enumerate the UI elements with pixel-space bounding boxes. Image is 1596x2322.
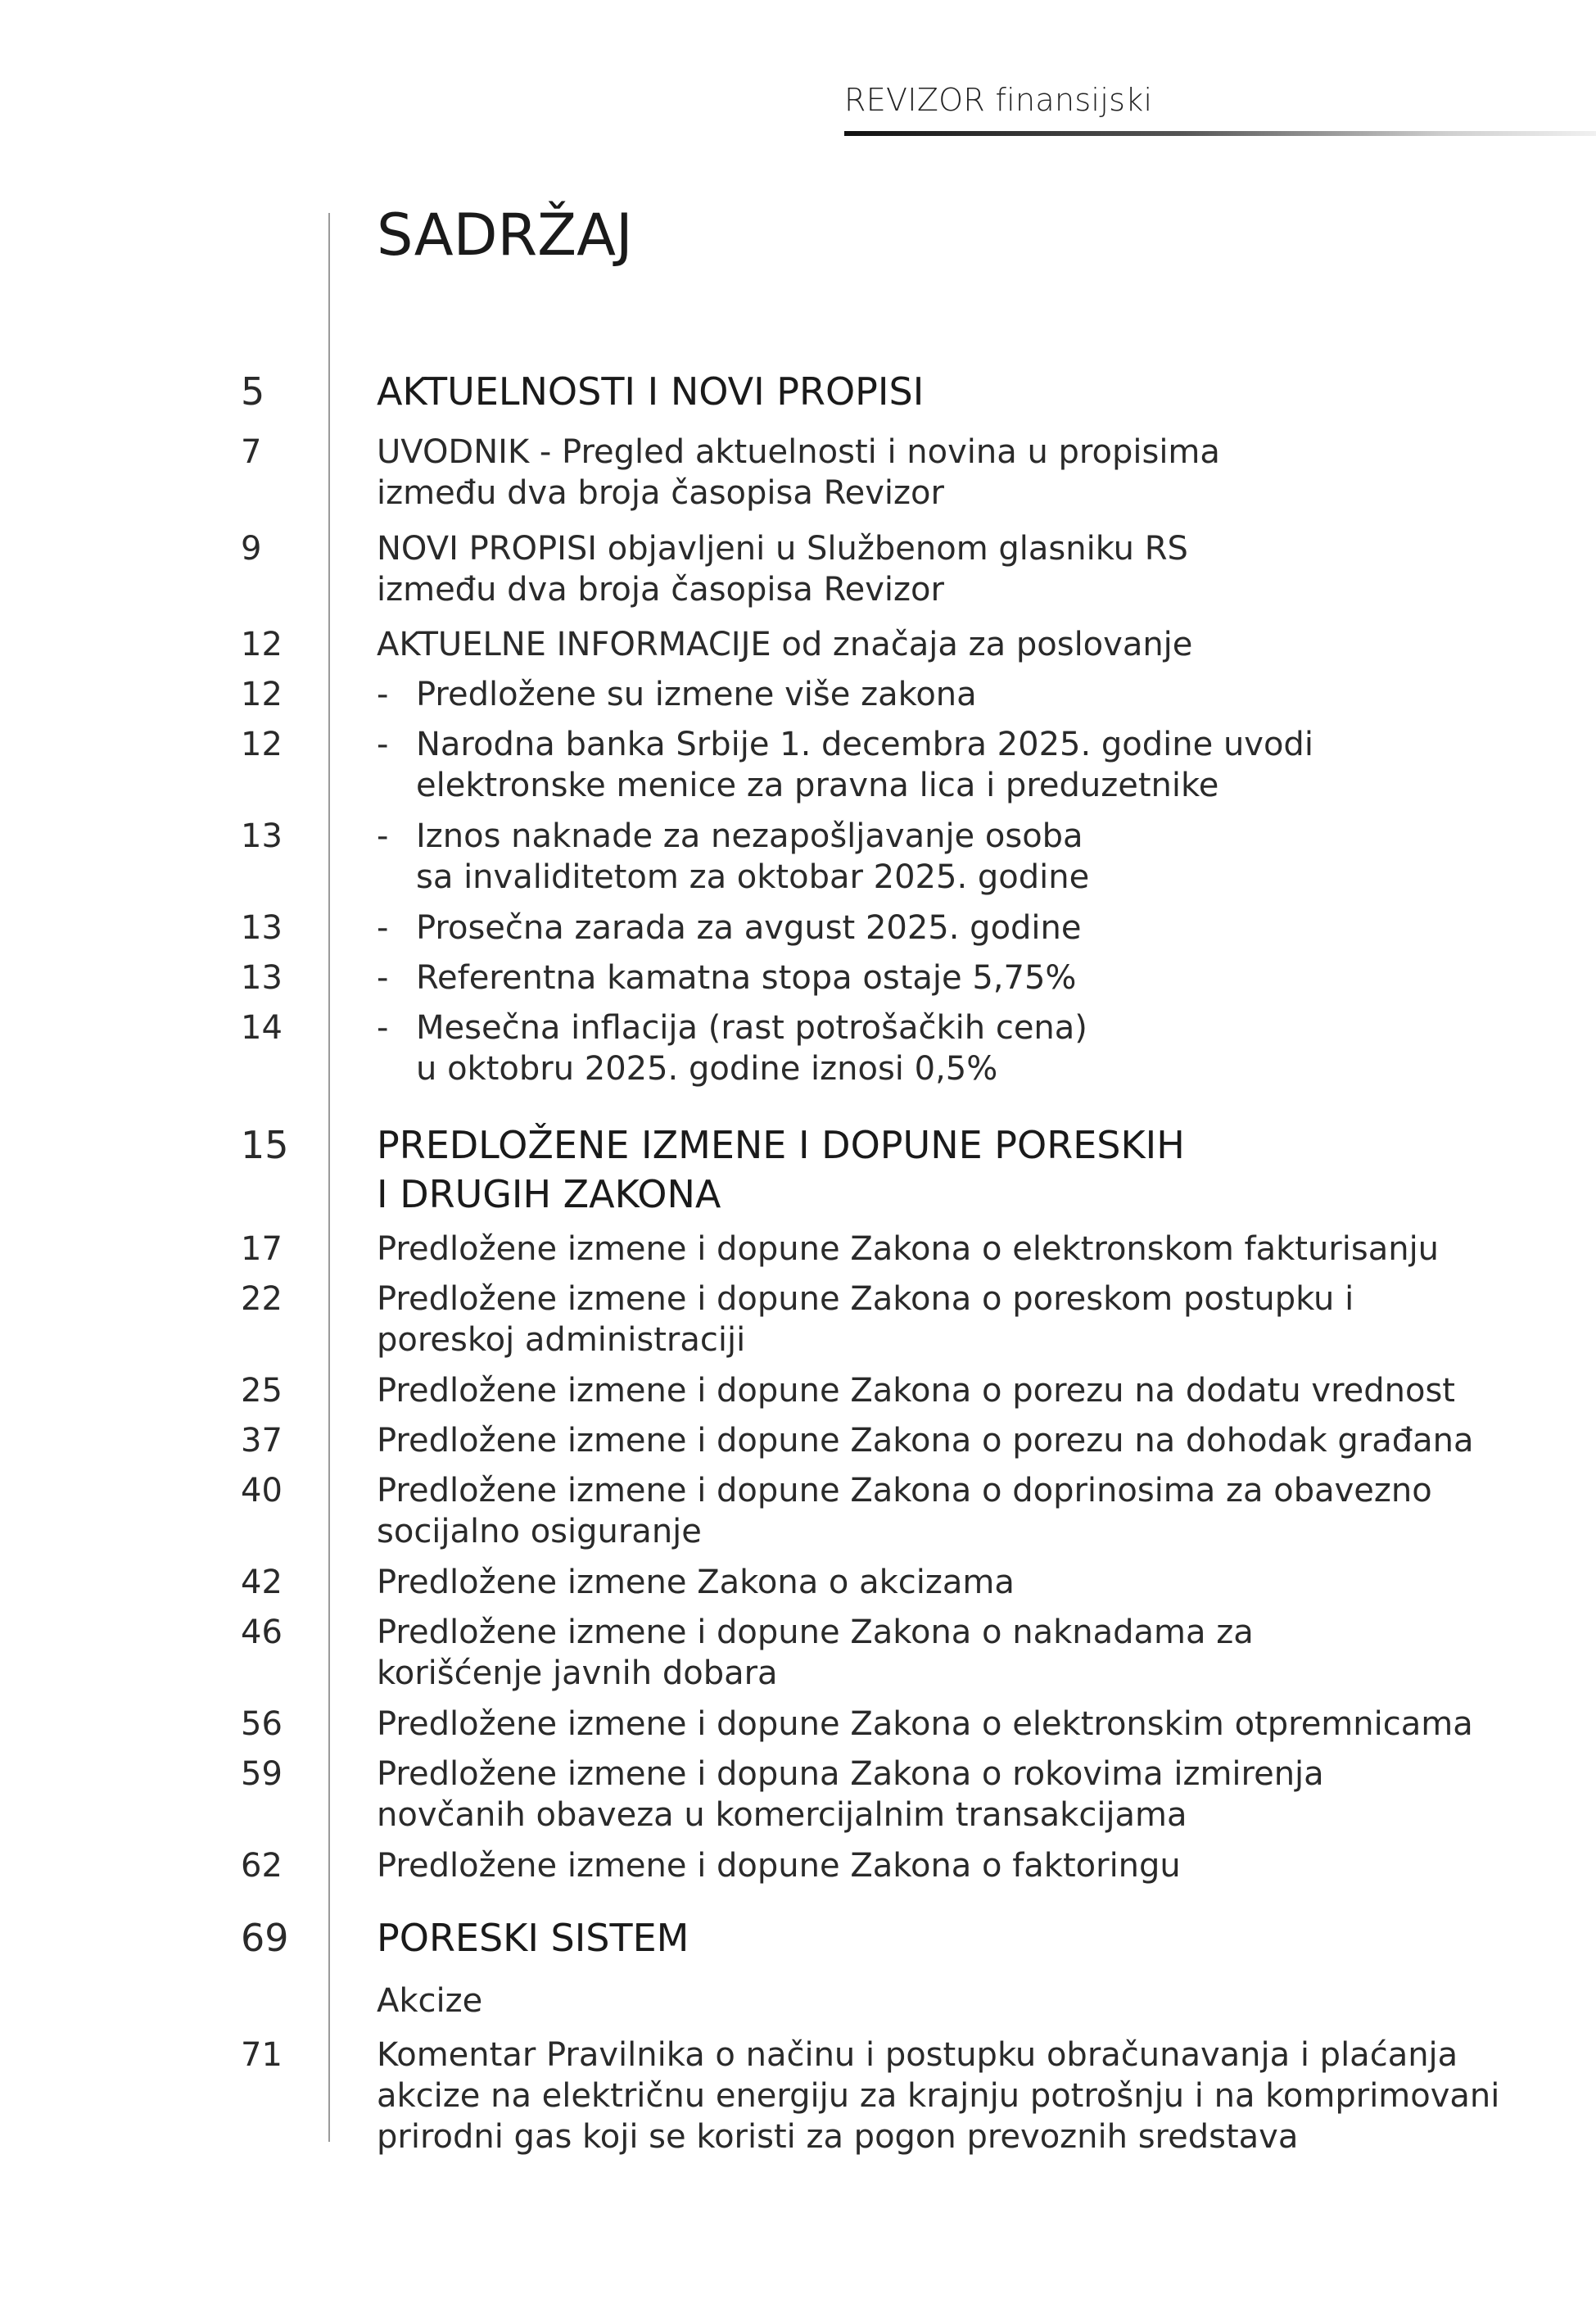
toc-entry-title: NOVI PROPISI objavljeni u Službenom glasniku RS između dva broja časopisa Revizor bbox=[377, 530, 1188, 609]
toc-page-number: 59 bbox=[241, 1755, 283, 1793]
toc-entry-title: Predložene izmene i dopune Zakona o porezu na dodatu vrednost bbox=[377, 1372, 1455, 1410]
toc-entry-title: Predložene izmene i dopune Zakona o elektronskom fakturisanju bbox=[377, 1230, 1440, 1268]
toc-entry-title: Predložene izmene i dopuna Zakona o rokovima izmirenja novčanih obaveza u komercijalnim transakcijama bbox=[377, 1755, 1324, 1834]
bullet-dash: - bbox=[377, 676, 389, 713]
column-divider bbox=[328, 213, 330, 2142]
toc-subentry-title: Iznos naknade za nezapošljavanje osoba sa invaliditetom za oktobar 2025. godine bbox=[416, 817, 1090, 896]
toc-entry-title: Predložene izmene i dopune Zakona o doprinosima za obavezno socijalno osiguranje bbox=[377, 1472, 1432, 1550]
toc-subentry-title: Prosečna zarada za avgust 2025. godine bbox=[416, 909, 1082, 947]
page-title: SADRŽAJ bbox=[377, 201, 633, 269]
toc-subentry-title: Referentna kamatna stopa ostaje 5,75% bbox=[416, 959, 1077, 997]
toc-entry-title: AKTUELNE INFORMACIJE od značaja za poslovanje bbox=[377, 626, 1193, 663]
toc-subentry-title: Narodna banka Srbije 1. decembra 2025. godine uvodi elektronske menice za pravna lica i preduzetnike bbox=[416, 726, 1313, 804]
toc-entry-title: Komentar Pravilnika o načinu i postupku obračunavanja i plaćanja akcize na električnu energiju za krajnju potrošnju i na komprimovani prirodni gas koji se koristi za pogon prevoznih sredstava bbox=[377, 2036, 1500, 2156]
toc-subentry-title: Predložene su izmene više zakona bbox=[416, 676, 977, 713]
bullet-dash: - bbox=[377, 726, 389, 763]
bullet-dash: - bbox=[377, 909, 389, 947]
toc-page-number: 22 bbox=[241, 1280, 283, 1318]
toc-page-number: 12 bbox=[241, 626, 283, 663]
toc-page-number: 25 bbox=[241, 1372, 283, 1410]
toc-page-number: 7 bbox=[241, 433, 262, 471]
toc-page-number: 17 bbox=[241, 1230, 283, 1268]
toc-page-number: 14 bbox=[241, 1009, 283, 1047]
toc-page-number: 15 bbox=[241, 1123, 289, 1167]
toc-entry-title: Predložene izmene i dopune Zakona o poreskom postupku i poreskoj administraciji bbox=[377, 1280, 1354, 1359]
toc-page-number: 69 bbox=[241, 1916, 289, 1960]
toc-page-number: 56 bbox=[241, 1705, 283, 1743]
toc-entry-title: Predložene izmene i dopune Zakona o faktoringu bbox=[377, 1847, 1181, 1885]
toc-page-number: 13 bbox=[241, 959, 283, 997]
toc-entry-title: Predložene izmene i dopune Zakona o naknadama za korišćenje javnih dobara bbox=[377, 1614, 1254, 1692]
toc-section-title: PREDLOŽENE IZMENE I DOPUNE PORESKIH I DRUGIH ZAKONA bbox=[377, 1123, 1185, 1216]
toc-entry-title: UVODNIK - Pregled aktuelnosti i novina u propisima između dva broja časopisa Revizor bbox=[377, 433, 1220, 512]
toc-page-number: 5 bbox=[241, 369, 265, 414]
toc-subentry-title: Mesečna inflacija (rast potrošačkih cena) u oktobru 2025. godine iznosi 0,5% bbox=[416, 1009, 1087, 1088]
toc-page-number: 62 bbox=[241, 1847, 283, 1885]
toc-page-number: 12 bbox=[241, 676, 283, 713]
toc-page-number: 71 bbox=[241, 2036, 283, 2074]
header-rule bbox=[844, 131, 1596, 136]
toc-section-title: PORESKI SISTEM bbox=[377, 1916, 689, 1960]
toc-page-number: 46 bbox=[241, 1614, 283, 1651]
toc-subheading-title: Akcize bbox=[377, 1982, 483, 2020]
toc-page-number: 40 bbox=[241, 1472, 283, 1510]
bullet-dash: - bbox=[377, 1009, 389, 1047]
toc-entry-title: Predložene izmene i dopune Zakona o elektronskim otpremnicama bbox=[377, 1705, 1473, 1743]
toc-page-number: 9 bbox=[241, 530, 262, 568]
toc-page-number: 13 bbox=[241, 817, 283, 855]
toc-section-title: AKTUELNOSTI I NOVI PROPISI bbox=[377, 369, 925, 414]
toc-entry-title: Predložene izmene i dopune Zakona o porezu na dohodak građana bbox=[377, 1422, 1474, 1460]
bullet-dash: - bbox=[377, 817, 389, 855]
toc-page-number: 12 bbox=[241, 726, 283, 763]
toc-page-number: 37 bbox=[241, 1422, 283, 1460]
toc-page-number: 13 bbox=[241, 909, 283, 947]
toc-page-number: 42 bbox=[241, 1564, 283, 1601]
bullet-dash: - bbox=[377, 959, 389, 997]
publication-title: REVIZOR finansijski bbox=[844, 82, 1153, 118]
toc-entry-title: Predložene izmene Zakona o akcizama bbox=[377, 1564, 1015, 1601]
